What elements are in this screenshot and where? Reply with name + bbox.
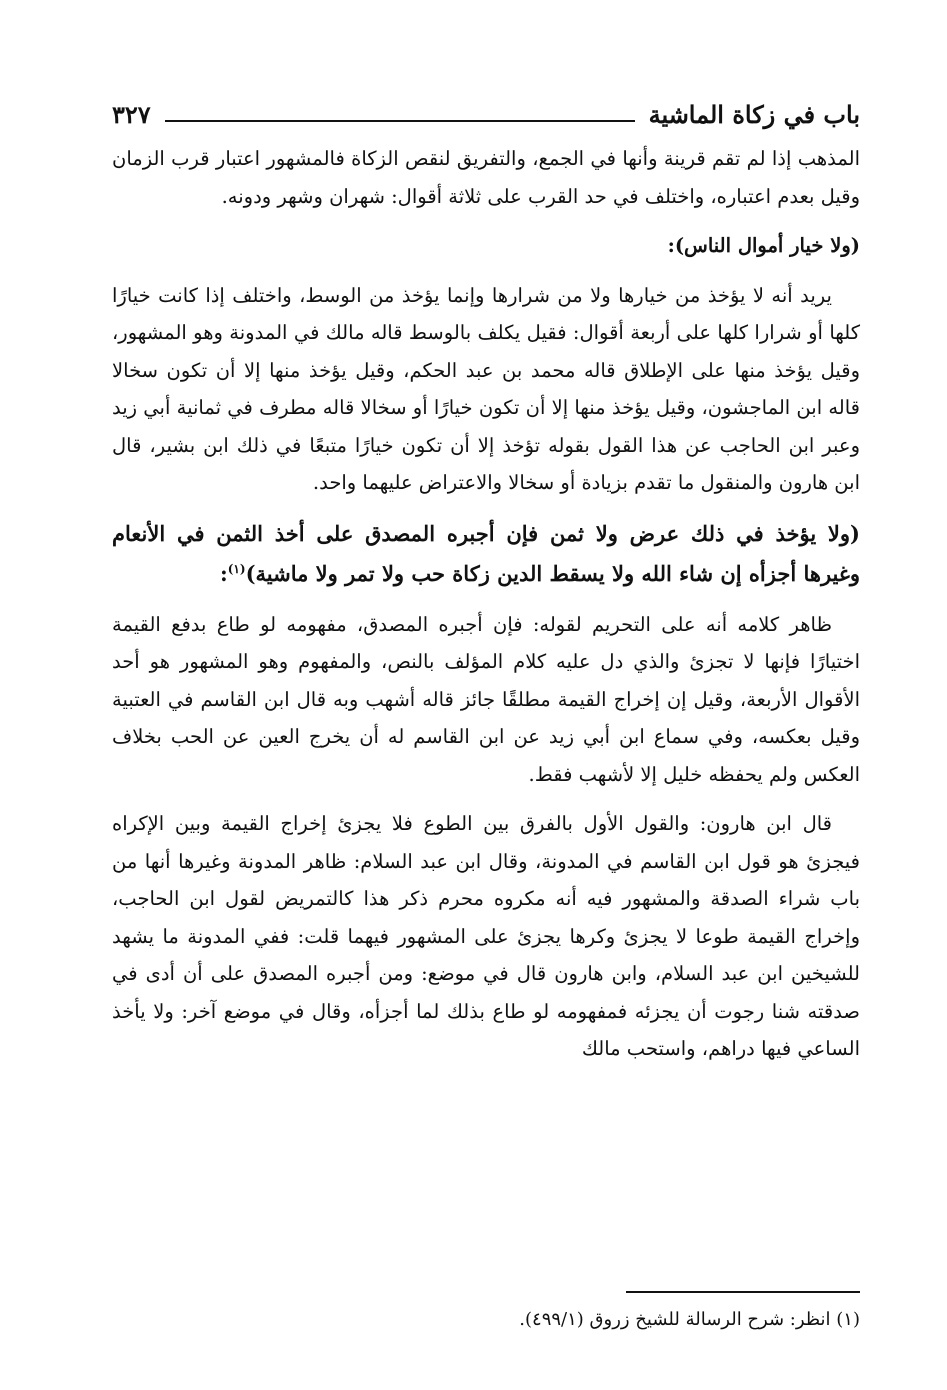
running-header bbox=[112, 90, 860, 130]
header-rule bbox=[165, 120, 635, 122]
matn-heading-1: (ولا خيار أموال الناس): bbox=[667, 234, 860, 257]
footnote-1: (١) انظر: شرح الرسالة للشيخ زروق (٤٩٩/١). bbox=[519, 1309, 860, 1330]
paragraph-1: المذهب إذا لم تقم قرينة وأنها في الجمع، والتفريق لنقص الزكاة فالمشهور اعتبار قرب الزمان وقيل بعدم اعتباره، واختلف في حد القرب على ثلاثة أقوال: شهران وشهر ودونه. bbox=[112, 147, 860, 208]
page-number: ٣٢٧ bbox=[112, 100, 151, 129]
chapter-title: باب في زكاة الماشية bbox=[648, 100, 860, 129]
paragraph-3: ظاهر كلامه أنه على التحريم لقوله: فإن أجبره المصدق، مفهومه لو طاع بدفع القيمة اختيارًا فإنها لا تجزئ والذي دل عليه كلام المؤلف بالنص، والمفهوم وهو المشهور هو أحد الأقوال الأربعة، وقيل إن إخراج القيمة مطلقًا جائز قاله أشهب وبه قال ابن القاسم في العتبية وقيل بعكسه، وفي سماع ابن أبي زيد عن ابن القاسم له أن يخرج العين عن الحب بخلاف العكس ولم يحفظه خليل إلا لأشهب فقط. bbox=[112, 612, 860, 786]
matn-quote-text: (ولا يؤخذ في ذلك عرض ولا ثمن فإن أجبره المصدق على أخذ الثمن في الأنعام وغيرها أجزأه إن شاء الله ولا يسقط الدين زكاة حب ولا تمر ولا ماشية) bbox=[112, 520, 860, 586]
matn-quote-colon: : bbox=[219, 560, 228, 586]
paragraph-2: يريد أنه لا يؤخذ من خيارها ولا من شرارها وإنما يؤخذ من الوسط، واختلف إذا كانت خيارًا كلها أو شرارا كلها على أربعة أقوال: فقيل يكلف بالوسط قاله مالك في المدونة وهو المشهور، وقيل يؤخذ منها على الإطلاق قاله محمد بن عبد الحكم، وقيل يؤخذ منها إلا أن تكون سخالا قاله ابن الماجشون، وقيل يؤخذ منها إلا أن تكون خيارًا أو سخالا قاله مطرف في ثمانية أبي زيد وعبر ابن الحاجب عن هذا القول بقوله تؤخذ إلا أن تكون خيارًا متبعًا في ذلك ابن بشير، قال ابن هارون والمنقول ما تقدم بزيادة أو سخالا والاعتراض عليهما واحد. bbox=[112, 283, 860, 494]
footnote-marker[interactable]: (١) bbox=[227, 561, 246, 576]
footnote-rule bbox=[626, 1291, 860, 1293]
matn-quote bbox=[112, 514, 860, 594]
paragraph-4: قال ابن هارون: والقول الأول بالفرق بين الطوع فلا يجزئ إخراج القيمة وبين الإكراه فيجزئ هو قول ابن القاسم في المدونة، وقال ابن عبد السلام: ظاهر المدونة وغيرها أنها من باب شراء الصدقة والمشهور فيه أنه مكروه محرم ذكر هذا كالتمريض لقول ابن الحاجب، وإخراج القيمة طوعا لا يجزئ وكرها يجزئ على المشهور فيهما قلت: ففي المدونة ما يشهد للشيخين ابن عبد السلام، وابن هارون قال في موضع: ومن أجبره المصدق على أن أدى في صدقته شنا رجوت أن يجزئه فمفهومه لو طاع بذلك لما أجزأه، وقال في موضع آخر: ولا يأخذ الساعي فيها دراهم، واستحب مالك bbox=[112, 812, 860, 1060]
main-text bbox=[112, 140, 860, 1080]
